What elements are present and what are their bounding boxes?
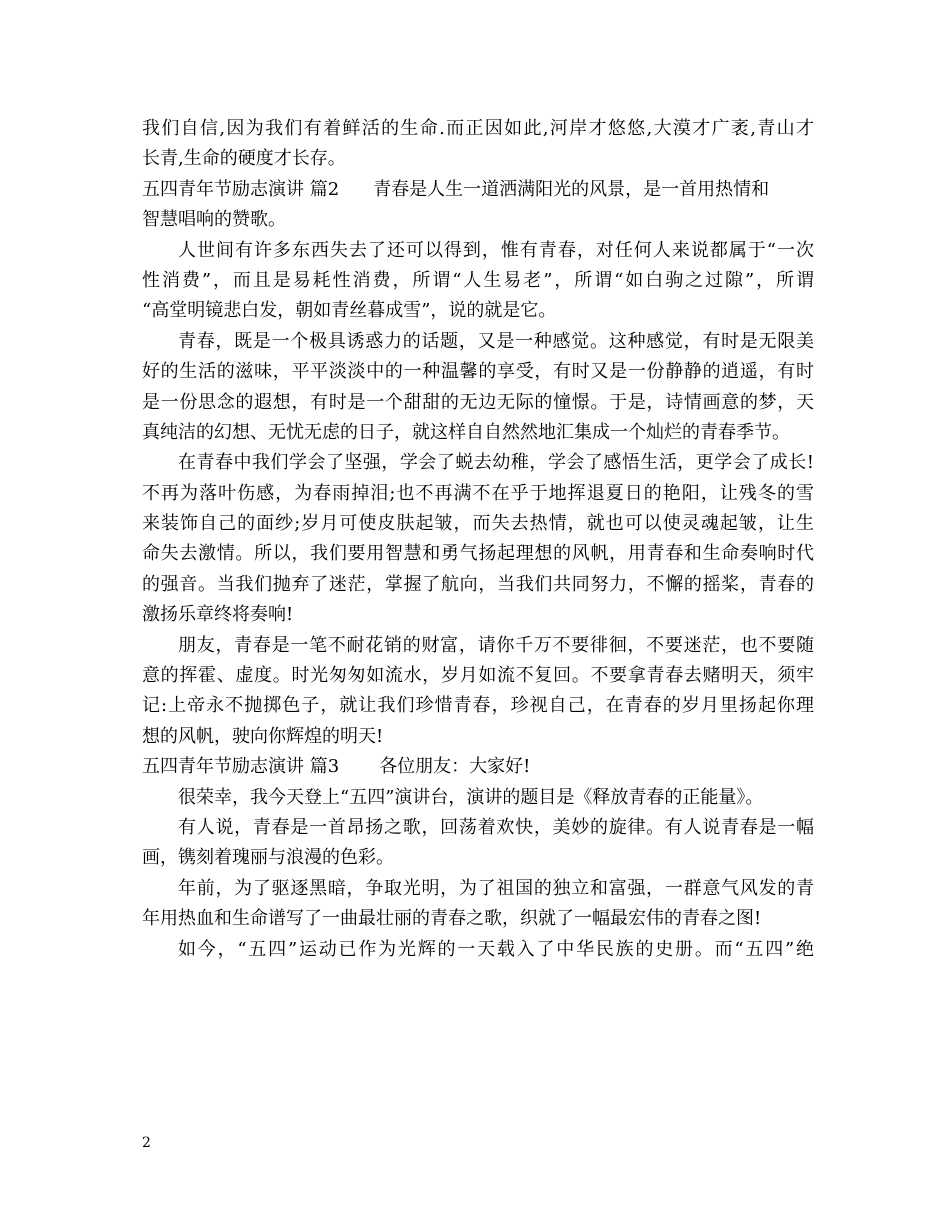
paragraph — [142, 783, 814, 813]
text-line: 激扬乐章终将奏响! — [142, 604, 294, 626]
section-title: 五四青年节励志演讲 篇2 — [142, 178, 340, 200]
text-line: 画，镌刻着瑰丽与浪漫的色彩。 — [142, 847, 394, 869]
text-line: 如今，“五四”运动已作为光辉的一天载入了中华民族的史册。而“五四”绝 — [178, 938, 814, 960]
text-line: 人世间有许多东西失去了还可以得到，惟有青春，对任何人来说都属于“一次 — [178, 239, 814, 261]
paragraph — [142, 327, 814, 449]
text-line: 有人说，青春是一首昂扬之歌，回荡着欢快，美妙的旋律。有人说青春是一幅 — [178, 816, 814, 838]
section-title: 五四青年节励志演讲 篇3 — [142, 756, 340, 778]
text-line: 意的挥霍、虚度。时光匆匆如流水，岁月如流不复回。不要拿青春去赌明天，须牢 — [142, 665, 814, 687]
text-line: 是一份思念的遐想，有时是一个甜甜的无边无际的憧憬。于是，诗情画意的梦，天 — [142, 391, 814, 413]
text-line: 年用热血和生命谱写了一曲最壮丽的青春之歌，织就了一幅最宏伟的青春之图! — [142, 908, 762, 930]
text-line: 好的生活的滋味，平平淡淡中的一种温馨的享受，有时又是一份静静的逍遥，有时 — [142, 361, 814, 383]
section-heading-3 — [142, 752, 814, 782]
section-heading-2 — [142, 175, 814, 205]
text-line: 命失去激情。所以，我们要用智慧和勇气扬起理想的风帆，用青春和生命奏响时代 — [142, 543, 814, 565]
text-line: 青春，既是一个极具诱惑力的话题，又是一种感觉。这种感觉，有时是无限美 — [178, 330, 814, 352]
text-line: 智慧唱响的赞歌。 — [142, 209, 286, 231]
section-opening: 青春是人生一道洒满阳光的风景，是一首用热情和 — [373, 178, 770, 200]
paragraph — [142, 631, 814, 753]
text-line: 不再为落叶伤感，为春雨掉泪;也不再满不在乎于地挥退夏日的艳阳，让残冬的雪 — [142, 482, 814, 504]
text-line: 我们自信,因为我们有着鲜活的生命.而正因如此,河岸才悠悠,大漠才广袤,青山才 — [142, 118, 814, 139]
paragraph — [142, 874, 814, 935]
text-line: 很荣幸，我今天登上“五四”演讲台，演讲的题目是《释放青春的正能量》。 — [178, 786, 764, 808]
paragraph — [142, 236, 814, 327]
text-line: 真纯洁的幻想、无忧无虑的日子，就这样自自然然地汇集成一个灿烂的青春季节。 — [142, 421, 790, 443]
text-line: 想的风帆，驶向你辉煌的明天! — [142, 725, 384, 747]
text-line: 长青,生命的硬度才长存。 — [142, 148, 346, 170]
paragraph — [142, 448, 814, 630]
document-body — [142, 114, 814, 965]
section-opening: 各位朋友：大家好! — [379, 756, 531, 778]
text-line: 朋友，青春是一笔不耐花销的财富，请你千万不要徘徊，不要迷茫，也不要随 — [178, 634, 814, 656]
text-line: 来装饰自己的面纱;岁月可使皮肤起皱，而失去热情，就也可以使灵魂起皱，让生 — [142, 513, 814, 535]
text-line: 在青春中我们学会了坚强，学会了蜕去幼稚，学会了感悟生活，更学会了成长! — [178, 452, 814, 474]
text-line: 记:上帝永不抛掷色子，就让我们珍惜青春，珍视自己，在青春的岁月里扬起你理 — [142, 695, 814, 717]
text-line: “高堂明镜悲白发，朝如青丝暮成雪”，说的就是它。 — [142, 300, 557, 322]
page-number: 2 — [142, 1135, 151, 1151]
paragraph — [142, 935, 814, 965]
text-line: 年前，为了驱逐黑暗，争取光明，为了祖国的独立和富强，一群意气风发的青 — [178, 877, 814, 899]
text-line: 性消费”，而且是易耗性消费，所谓“人生易老”，所谓“如白驹之过隙”，所谓 — [142, 269, 814, 291]
text-line: 的强音。当我们抛弃了迷茫，掌握了航向，当我们共同努力，不懈的摇桨，青春的 — [142, 573, 814, 595]
paragraph — [142, 813, 814, 874]
